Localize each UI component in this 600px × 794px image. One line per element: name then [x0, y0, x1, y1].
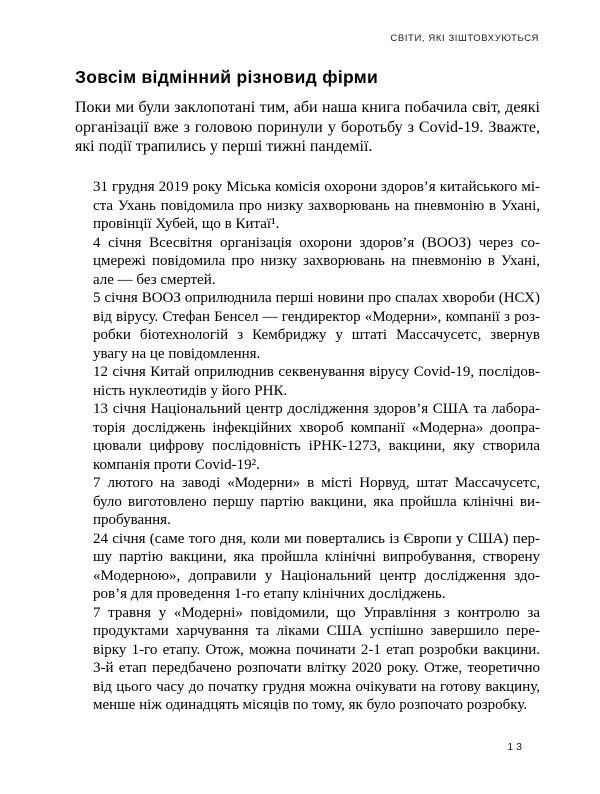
- timeline-entry: 31 грудня 2019 року Міська комісія охорони здоров’я китайського міста Ухань повідомила про низку захворювань на пневмонію в Ухані, провінції Хубей, що в Китаї¹.: [93, 179, 540, 232]
- timeline-entry: 4 січня Всесвітня організація охорони здоров’я (ВООЗ) через соцмережі повідомила про низку захворювань на пневмонію в Ухані, але — без смертей.: [93, 234, 540, 288]
- timeline-entry: 12 січня Китай оприлюднив секвенування вірусу Covid-19, послідовність нуклеотидів у його РНК.: [93, 364, 540, 399]
- section-heading: Зовсім відмінний різновид фірми: [75, 67, 379, 87]
- running-head: СВІТИ, ЯКІ ЗІШТОВХУЮТЬСЯ: [390, 33, 539, 44]
- timeline-entry: 24 січня (саме того дня, коли ми повертались із Європи у США) першу партію вакцини, яка пройшла клінічні випробування, створену «Модерною», доправили у Національний центр дослідження здоров’я для проведення 1-го етапу клінічних досліджень.: [93, 530, 540, 602]
- timeline-entry: 7 травня у «Модерні» повідомили, що Управління з контролю за продуктами харчування та ліками США успішно завершило перевірку 1-го етапу. Отож, можна починати 2-1 етап розробки вакцини. 3-й етап передбачено розпочати влітку 2020 року. Отже, теоретично від цього часу до початку грудня можна очікувати на готову вакцину, менше ніж одинадцять місяців по тому, як було розпочато розробку.: [93, 604, 540, 713]
- timeline-block: [93, 178, 540, 715]
- timeline-entry: 5 січня ВООЗ оприлюднила перші новини про спалах хвороби (НСХ) від вірусу. Стефан Бенсел — гендиректор «Модерни», компанії з розробки біотехнологій з Кембриджу у штаті Массачусетс, звернув увагу на це повідомлення.: [93, 290, 540, 362]
- timeline-entry: 7 лютого на заводі «Модерни» в місті Норвуд, штат Массачусетс, було виготовлено першу партію вакцини, яка пройшла клінічні випробування.: [93, 475, 540, 528]
- page-number: 13: [507, 741, 525, 753]
- intro-paragraph: Поки ми були заклопотані тим, аби наша книга побачила світ, деякі організації вже з головою поринули у боротьбу з Covid-19. Зважте, які події трапились у перші тижні пандемії.: [75, 99, 540, 156]
- timeline-entry: 13 січня Національний центр дослідження здоров’я США та лабораторія досліджень інфекційних хвороб компанії «Модерна» доопрацювали цифрову послідовність іРНК-1273, вакцини, яку створила компанія проти Covid-19².: [93, 401, 540, 473]
